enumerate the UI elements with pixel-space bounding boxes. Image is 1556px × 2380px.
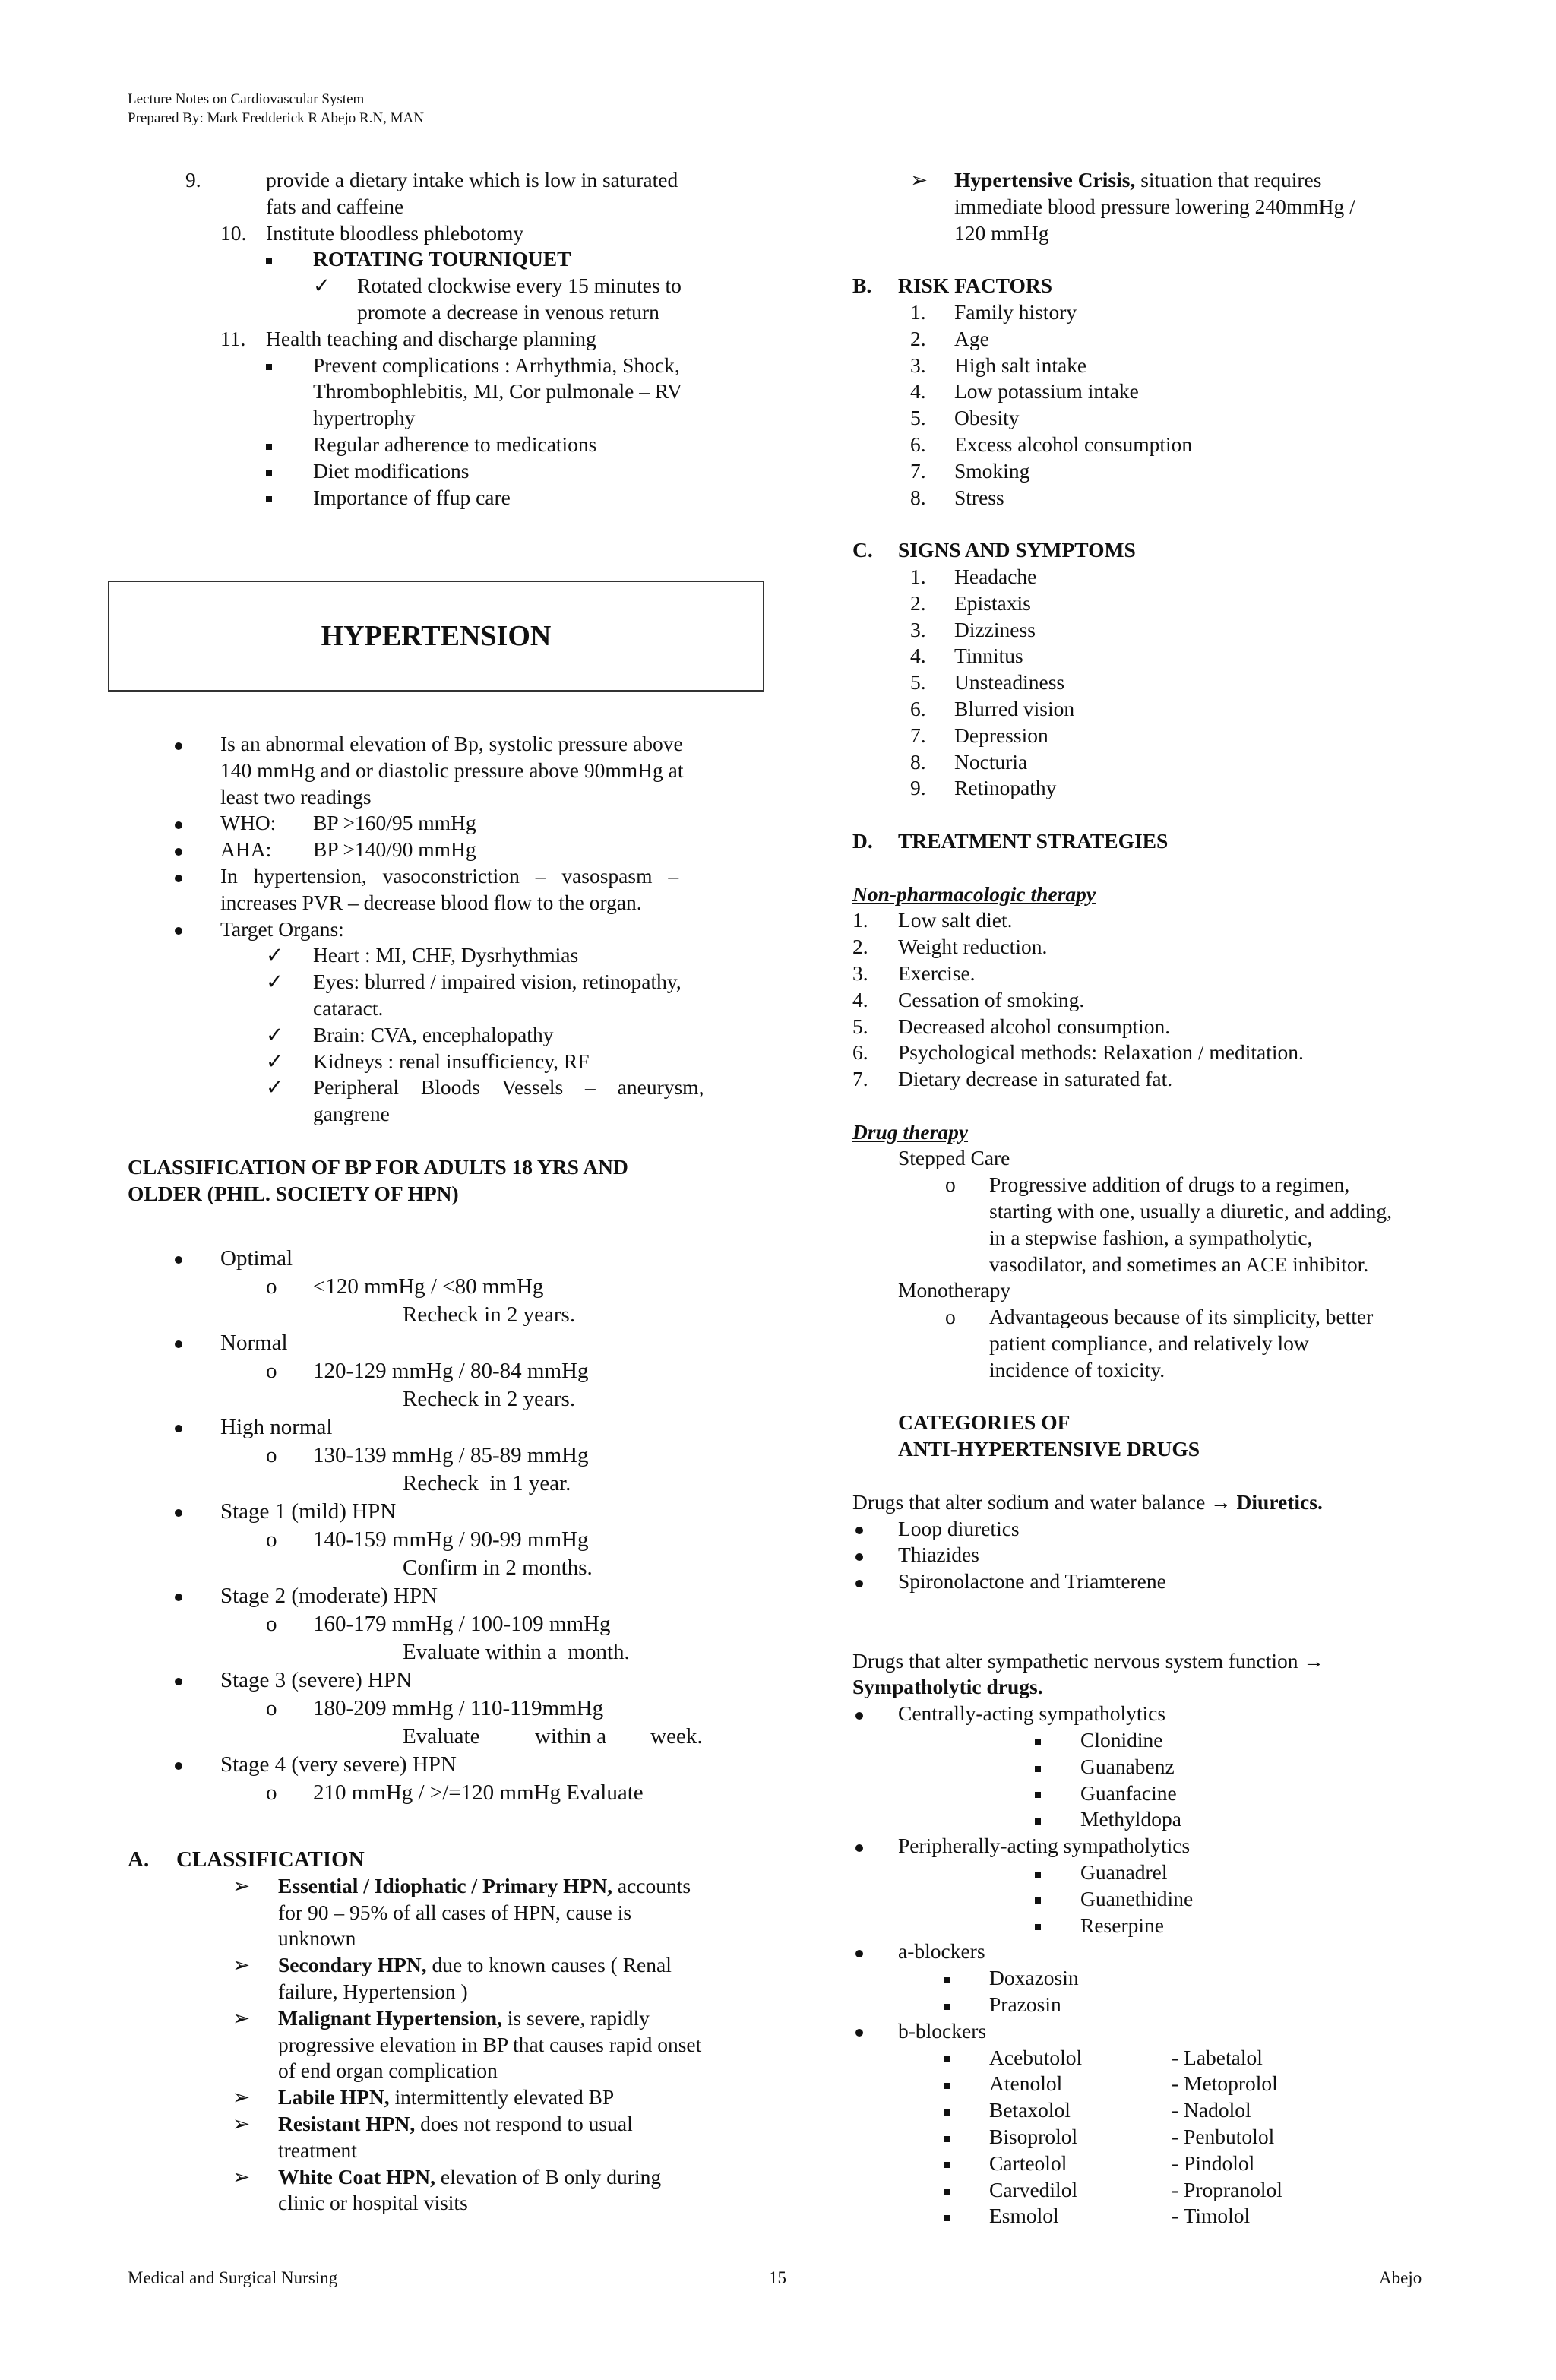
arrow-bullet-icon: ➢	[232, 1953, 251, 1977]
list-item-text: Thiazides	[898, 1543, 979, 1567]
list-item-text: Stress	[954, 485, 1004, 509]
list-item	[852, 669, 1430, 696]
list-item	[852, 2018, 1430, 2045]
list-number: 4.	[852, 987, 868, 1011]
risk-heading: B. RISK FACTORS	[852, 274, 1052, 298]
list-item-text: Guanadrel	[1080, 1860, 1168, 1884]
list-number: 6.	[852, 1040, 868, 1065]
square-bullet-icon	[266, 353, 272, 379]
list-number: 7.	[910, 723, 926, 747]
running-header	[128, 90, 424, 128]
list-item	[852, 987, 1430, 1014]
square-bullet-icon	[1035, 1806, 1041, 1833]
bullet-icon	[175, 810, 182, 837]
list-item: 11. Health teaching and discharge planning	[220, 326, 596, 350]
list-item-text: Stage 1 (mild) HPN	[220, 1499, 397, 1524]
list-item	[852, 1780, 1430, 1807]
list-item	[852, 432, 1430, 458]
list-item	[852, 485, 1430, 511]
square-bullet-icon	[944, 2071, 950, 2097]
bullet-icon	[855, 1938, 863, 1965]
checkmark-icon: ✓	[313, 274, 331, 298]
bp-class-list	[128, 1245, 751, 1807]
list-item	[852, 1965, 1430, 1992]
arrow-bullet-icon: ➢	[232, 2164, 251, 2189]
list-item-text: 160-179 mmHg / 100-109 mmHg	[313, 1612, 611, 1636]
circle-bullet-icon: o	[266, 1696, 277, 1720]
list-item: In hypertension, vasoconstriction – vasospasm –	[128, 863, 751, 890]
section-heading: A. CLASSIFICATION	[128, 1847, 365, 1872]
bullet-icon	[855, 1568, 863, 1595]
list-item-text: Family history	[954, 299, 1077, 324]
list-item-action: Recheck in 1 year.	[403, 1471, 571, 1495]
list-item	[128, 1357, 751, 1385]
list-item	[852, 1833, 1430, 1859]
square-bullet-icon	[944, 2097, 950, 2124]
list-item	[852, 1516, 1430, 1543]
stepped-care-label: Stepped Care	[898, 1146, 1010, 1170]
list-item-text: - Nadolol	[1172, 2098, 1251, 2122]
list-item-action: Recheck in 2 years.	[403, 1302, 576, 1327]
list-item	[852, 353, 1430, 379]
list-item	[852, 643, 1430, 669]
bullet-icon	[175, 1751, 182, 1779]
list-item-text: Esmolol	[989, 2204, 1059, 2228]
bullet-icon	[175, 863, 182, 890]
bullet-icon	[175, 916, 182, 943]
list-item-text: - Labetalol	[1172, 2045, 1263, 2069]
list-item: Target Organs:	[128, 916, 751, 943]
nonpharm-heading: Non-pharmacologic therapy	[852, 881, 1096, 906]
circle-bullet-icon: o	[266, 1274, 277, 1299]
circle-bullet-icon: o	[945, 1305, 956, 1329]
list-item	[852, 378, 1430, 405]
bullet-icon	[855, 2018, 863, 2045]
list-item-text: Guanfacine	[1080, 1780, 1177, 1805]
bullet-icon	[855, 1833, 863, 1859]
right-column: ➢ Hypertensive Crisis, situation that requires immediate blood pressure lowering 240mmHg / 120 mmHg B. RISK FACTORS 1. Family history 2. Age 3. High salt intake 4. Low potassium intake 5. Obesity 6. Excess alcohol consumption 7. Smoking 8. Stress C. SIGNS AND SYMPTOMS 1. Headache 2. Epistaxis 3. Dizziness 4. Tinnitus 5. Unsteadiness 6. Blurred vision 7. Depression 8. Nocturia 9. Retinopathy D. TREATMENT STRATEGIES Non-pharmacologic therapy 1. Low salt diet. 2. Weight reduction. 3. Exercise. 4. Cessation of smoking. 5. Decreased alcohol consumption. 6. Psychological methods: Relaxation / meditation. 7. Dietary decrease in saturated fat. Drug therapy Stepped Care o Progressive addition of drugs to a regimen, starting with one, usually a diuretic, and adding, in a stepwise fashion, a sympatholytic, vasodilator, and sometimes an ACE inhibitor. Monotherapy o Advantageous because of its simplicity, better patient compliance, and relatively low incidence of toxicity. CATEGORIES OF ANTI-HYPERTENSIVE DRUGS Drugs that alter sodium and water balance → Diuretics. Loop diuretics Thiazides Spironolactone and Triamterene Drugs that alter sympathetic nervous system function → Sympatholytic drugs. Centrally-acting sympatholytics Clonidine Guanabenz Guanfacine Methyldopa Peripherally-acting sympatholytics Guanadrel Guanethidine Reserpine a-blockers Doxazosin Prazosin b-blockers Acebutolol - Labetalol Atenolol - Metoprolol Betaxolol - Nadolol Bisoprolol - Penbutolol Carteolol - Pindolol Carvedilol - Propranolol Esmolol - Timolol	[852, 167, 1430, 2230]
list-item	[852, 1992, 1430, 2018]
list-item: o Progressive addition of drugs to a regimen,	[852, 1172, 1430, 1198]
list-item-text: Psychological methods: Relaxation / meditation.	[898, 1040, 1304, 1065]
list-item-text: Optimal	[220, 1246, 293, 1271]
list-item	[852, 2151, 1430, 2177]
sympatholytic-intro: Drugs that alter sympathetic nervous system function →	[852, 1648, 1324, 1673]
signs-heading: C. SIGNS AND SYMPTOMS	[852, 538, 1136, 562]
list-item	[852, 564, 1430, 590]
square-bullet-icon	[1035, 1780, 1041, 1807]
list-item	[128, 1413, 751, 1442]
list-item	[852, 1886, 1430, 1913]
square-bullet-icon	[266, 432, 272, 458]
list-item: ✓ Peripheral Bloods Vessels – aneurysm,	[128, 1074, 751, 1101]
list-item	[852, 934, 1430, 961]
arrow-right-icon: →	[1210, 1489, 1232, 1514]
list-item	[852, 696, 1430, 723]
list-item	[852, 2124, 1430, 2151]
bullet-icon	[175, 731, 182, 758]
list-item-text: a-blockers	[898, 1939, 985, 1964]
list-item	[852, 1568, 1430, 1595]
list-number: 3.	[910, 353, 926, 377]
list-item	[128, 1442, 751, 1470]
footer-left: Medical and Surgical Nursing	[128, 2268, 338, 2287]
list-item	[128, 1779, 751, 1807]
square-bullet-icon	[266, 458, 272, 485]
monotherapy-label: Monotherapy	[898, 1278, 1011, 1302]
square-bullet-icon	[944, 2151, 950, 2177]
list-item: AHA: BP >140/90 mmHg	[128, 837, 751, 863]
bullet-icon	[175, 837, 182, 863]
list-number: 5.	[910, 406, 926, 430]
list-item	[852, 775, 1430, 802]
list-item-text: Centrally-acting sympatholytics	[898, 1701, 1166, 1726]
list-item: ➢ Resistant HPN, does not respond to usual	[128, 2111, 751, 2138]
list-item	[852, 749, 1430, 776]
list-item: ✓ Brain: CVA, encephalopathy	[128, 1022, 751, 1049]
list-item-text: Doxazosin	[989, 1966, 1079, 1990]
list-number: 1.	[910, 564, 926, 588]
list-item: ✓ Heart : MI, CHF, Dysrhythmias	[128, 942, 751, 969]
list-item: Diet modifications	[128, 458, 751, 485]
list-item: Is an abnormal elevation of Bp, systolic pressure above	[128, 731, 751, 758]
list-item-text: High normal	[220, 1415, 333, 1439]
list-number: 7.	[852, 1067, 868, 1091]
classification-section: A. CLASSIFICATION ➢ Essential / Idiophatic / Primary HPN, accounts for 90 – 95% of all cases of HPN, cause is unknown ➢ Secondary HPN, due to known causes ( Renal failure, Hypertension ) ➢ Malignant Hypertension, is severe, rapidly progressive elevation in BP that causes rapid onset of end organ complication ➢ Labile HPN, intermittently elevated BP ➢ Resistant HPN, does not respond to usual treatment ➢ White Coat HPN, elevation of B only during clinic or hospital visits	[128, 1847, 751, 2217]
circle-bullet-icon: o	[266, 1443, 277, 1467]
list-number: 1.	[852, 908, 868, 932]
list-item-text: Obesity	[954, 406, 1020, 430]
footer-right: Abejo	[1379, 2268, 1422, 2287]
list-item-text: Guanabenz	[1080, 1754, 1175, 1778]
bullet-icon	[175, 1329, 182, 1357]
list-item-text: Spironolactone and Triamterene	[898, 1569, 1166, 1594]
list-number: 3.	[910, 617, 926, 641]
list-number: 4.	[910, 379, 926, 404]
list-item	[852, 1542, 1430, 1568]
list-item	[128, 1273, 751, 1301]
list-item-text: 130-139 mmHg / 85-89 mmHg	[313, 1443, 589, 1467]
list-item-text: b-blockers	[898, 2018, 987, 2043]
diuretics-intro: Drugs that alter sodium and water balance → Diuretics.	[852, 1489, 1323, 1514]
list-item	[852, 2071, 1430, 2097]
square-bullet-icon	[266, 485, 272, 511]
list-item-text: Low potassium intake	[954, 379, 1139, 404]
list-number: 6.	[910, 696, 926, 720]
list-number: 2.	[910, 326, 926, 350]
list-item-text: Betaxolol	[989, 2098, 1071, 2122]
list-item-text: Methyldopa	[1080, 1807, 1181, 1831]
list-item	[852, 1754, 1430, 1780]
list-item-text: Epistaxis	[954, 590, 1031, 615]
list-item-text: Peripherally-acting sympatholytics	[898, 1834, 1191, 1858]
list-item	[852, 1701, 1430, 1727]
header-line-2: Prepared By: Mark Fredderick R Abejo R.N, MAN	[128, 110, 424, 126]
title-box	[108, 581, 764, 692]
list-item: ✓ Eyes: blurred / impaired vision, retinopathy,	[128, 969, 751, 995]
list-number: 8.	[910, 485, 926, 509]
list-item-text: Stage 4 (very severe) HPN	[220, 1752, 457, 1777]
list-item-text: Acebutolol	[989, 2045, 1083, 2069]
square-bullet-icon	[944, 2045, 950, 2071]
list-item-text: 210 mmHg / >/=120 mmHg Evaluate	[313, 1780, 644, 1805]
square-bullet-icon	[1035, 1859, 1041, 1886]
list-item	[852, 907, 1430, 934]
list-item-text: Loop diuretics	[898, 1516, 1020, 1540]
page-title: HYPERTENSION	[321, 620, 552, 652]
list-item	[852, 458, 1430, 485]
square-bullet-icon	[1035, 1754, 1041, 1780]
list-item-text: Low salt diet.	[898, 908, 1013, 932]
list-item	[852, 1938, 1430, 1965]
arrow-bullet-icon: ➢	[232, 1873, 251, 1897]
list-item-text: 120-129 mmHg / 80-84 mmHg	[313, 1359, 589, 1383]
list-item-text: High salt intake	[954, 353, 1087, 377]
list-item	[128, 1610, 751, 1638]
list-item-text: Atenolol	[989, 2071, 1063, 2096]
list-item-text: Smoking	[954, 458, 1030, 483]
list-item-text: Nocturia	[954, 749, 1028, 774]
list-item-text: Blurred vision	[954, 696, 1075, 720]
checkmark-icon: ✓	[266, 943, 284, 967]
list-item-text: Normal	[220, 1331, 288, 1355]
arrow-right-icon: →	[1303, 1648, 1324, 1673]
arrow-bullet-icon: ➢	[232, 2005, 251, 2030]
bullet-icon	[855, 1516, 863, 1543]
checkmark-icon: ✓	[266, 1049, 284, 1073]
bullet-icon	[175, 1498, 182, 1526]
list-item: 10. Institute bloodless phlebotomy	[220, 220, 524, 245]
list-item-text: Carteolol	[989, 2151, 1067, 2175]
list-item: ✓ Rotated clockwise every 15 minutes to	[128, 273, 751, 299]
list-item-text: - Timolol	[1172, 2204, 1251, 2228]
list-item: WHO: BP >160/95 mmHg	[128, 810, 751, 837]
bp-class-heading-2: OLDER (PHIL. SOCIETY OF HPN)	[128, 1181, 459, 1205]
list-item-text: Unsteadiness	[954, 670, 1065, 695]
list-item	[852, 1066, 1430, 1093]
square-bullet-icon	[1035, 1886, 1041, 1913]
list-number: 2.	[910, 590, 926, 615]
square-bullet-icon	[266, 246, 272, 273]
list-number: 8.	[910, 749, 926, 774]
list-item	[128, 1751, 751, 1779]
list-item-text: Cessation of smoking.	[898, 987, 1085, 1011]
list-number: 1.	[910, 299, 926, 324]
list-item-text: Headache	[954, 564, 1037, 588]
square-bullet-icon	[944, 2177, 950, 2204]
list-item: ➢ Hypertensive Crisis, situation that requires	[852, 167, 1430, 194]
list-item	[852, 1727, 1430, 1754]
list-item	[128, 1329, 751, 1357]
list-item: ✓ Kidneys : renal insufficiency, RF	[128, 1049, 751, 1075]
list-item-action: Evaluate within a week.	[403, 1724, 703, 1749]
list-item-text: Exercise.	[898, 961, 976, 985]
list-item	[128, 1526, 751, 1554]
list-item-text: <120 mmHg / <80 mmHg	[313, 1274, 544, 1299]
list-item	[852, 2045, 1430, 2071]
list-item-text: Guanethidine	[1080, 1886, 1194, 1910]
list-item-text: - Pindolol	[1172, 2151, 1255, 2175]
list-item-text: Age	[954, 326, 989, 350]
bullet-icon	[175, 1582, 182, 1610]
list-item	[852, 1040, 1430, 1066]
list-item-text: 180-209 mmHg / 110-119mmHg	[313, 1696, 604, 1720]
list-item	[852, 1913, 1430, 1939]
list-item-text: Prazosin	[989, 1992, 1061, 2016]
list-number: 5.	[910, 670, 926, 695]
list-item	[852, 723, 1430, 749]
list-number: 2.	[852, 935, 868, 959]
list-item-text: 140-159 mmHg / 90-99 mmHg	[313, 1527, 589, 1552]
categories-heading: CATEGORIES OF	[898, 1410, 1071, 1435]
list-item: 9. provide a dietary intake which is low in saturated	[128, 167, 751, 194]
list-item-text: Reserpine	[1080, 1913, 1164, 1937]
list-item	[852, 1014, 1430, 1040]
list-item: ROTATING TOURNIQUET	[128, 246, 751, 273]
list-number: 5.	[852, 1014, 868, 1038]
circle-bullet-icon: o	[266, 1359, 277, 1383]
list-number: 4.	[910, 644, 926, 668]
list-item: ➢ Essential / Idiophatic / Primary HPN, accounts	[128, 1873, 751, 1900]
square-bullet-icon	[944, 1992, 950, 2018]
list-item	[128, 1498, 751, 1526]
list-item-text: provide a dietary intake which is low in saturated	[266, 168, 678, 191]
bp-class-heading: CLASSIFICATION OF BP FOR ADULTS 18 YRS AND	[128, 1154, 628, 1179]
bullet-icon	[855, 1701, 863, 1727]
list-item	[852, 1859, 1430, 1886]
list-item-text: Tinnitus	[954, 644, 1023, 668]
list-item	[128, 1666, 751, 1695]
arrow-bullet-icon: ➢	[232, 2085, 251, 2109]
list-item-text: Stage 3 (severe) HPN	[220, 1668, 413, 1692]
header-line-1: Lecture Notes on Cardiovascular System	[128, 91, 365, 107]
list-item: ➢ White Coat HPN, elevation of B only during	[128, 2164, 751, 2191]
list-item: ➢ Labile HPN, intermittently elevated BP	[128, 2084, 751, 2111]
circle-bullet-icon: o	[266, 1780, 277, 1805]
list-item-text: Dizziness	[954, 617, 1036, 641]
list-item	[852, 405, 1430, 432]
left-column-body: Is an abnormal elevation of Bp, systolic pressure above 140 mmHg and or diastolic pressure above 90mmHg at least two readings WHO: BP >160/95 mmHg AHA: BP >140/90 mmHg In hypertension, vasoconstriction – vasospasm – increases PVR – decrease blood flow to the organ. Target Organs: ✓ Heart : MI, CHF, Dysrhythmias ✓ Eyes: blurred / impaired vision, retinopathy, cataract. ✓ Brain: CVA, encephalopathy ✓ Kidneys : renal insufficiency, RF ✓ Peripheral Bloods Vessels – aneurysm, gangrene CLASSIFICATION OF BP FOR ADULTS 18 YRS AND OLDER (PHIL. SOCIETY OF HPN)	[128, 731, 751, 1207]
list-item-text: - Penbutolol	[1172, 2124, 1275, 2148]
list-item	[852, 590, 1430, 617]
circle-bullet-icon: o	[266, 1612, 277, 1636]
circle-bullet-icon: o	[266, 1527, 277, 1552]
list-item: ➢ Secondary HPN, due to known causes ( Renal	[128, 1952, 751, 1979]
square-bullet-icon	[1035, 1913, 1041, 1939]
bullet-icon	[855, 1542, 863, 1568]
page-number: 15	[769, 2268, 786, 2287]
treatment-heading: D. TREATMENT STRATEGIES	[852, 828, 1169, 853]
list-number: 6.	[910, 432, 926, 456]
list-number: 9.	[910, 776, 926, 800]
list-item-text: - Metoprolol	[1172, 2071, 1278, 2096]
list-item: ➢ Malignant Hypertension, is severe, rapidly	[128, 2005, 751, 2032]
list-item	[128, 1695, 751, 1723]
list-item-text: Retinopathy	[954, 776, 1057, 800]
list-item-text: Stage 2 (moderate) HPN	[220, 1584, 438, 1608]
list-item-text: - Propranolol	[1172, 2177, 1282, 2201]
list-item	[852, 2097, 1430, 2124]
list-item	[852, 617, 1430, 644]
list-number: 7.	[910, 458, 926, 483]
list-item	[852, 299, 1430, 326]
list-item-text: Dietary decrease in saturated fat.	[898, 1067, 1173, 1091]
arrow-bullet-icon: ➢	[910, 168, 928, 191]
list-item: Importance of ffup care	[128, 485, 751, 511]
list-item-text: Carvedilol	[989, 2177, 1078, 2201]
list-item	[128, 1582, 751, 1610]
bullet-icon	[175, 1666, 182, 1695]
bullet-icon	[175, 1413, 182, 1442]
list-item-text: Weight reduction.	[898, 935, 1048, 959]
categories-heading-2: ANTI-HYPERTENSIVE DRUGS	[898, 1437, 1200, 1461]
list-item	[852, 2203, 1430, 2230]
list-item-text: Excess alcohol consumption	[954, 432, 1193, 456]
list-item	[128, 1245, 751, 1273]
left-column-top: 9. provide a dietary intake which is low in saturated fats and caffeine 10. Institute bloodless phlebotomy ROTATING TOURNIQUET ✓ Rotated clockwise every 15 minutes to promote a decrease in venous return 11. Health teaching and discharge planning Prevent complications : Arrhythmia, Shock, Thrombophlebitis, MI, Cor pulmonale – RV hypertrophy Regular adherence to medications Diet modifications Importance of ffup care	[128, 167, 751, 511]
arrow-bullet-icon: ➢	[232, 2111, 251, 2135]
list-item: Regular adherence to medications	[128, 432, 751, 458]
list-item-action: Confirm in 2 months.	[403, 1556, 593, 1580]
list-number: 3.	[852, 961, 868, 985]
list-item: Prevent complications : Arrhythmia, Shock,	[128, 353, 751, 379]
checkmark-icon: ✓	[266, 1022, 284, 1046]
list-item-text: Depression	[954, 723, 1048, 747]
list-item-action: Recheck in 2 years.	[403, 1387, 576, 1411]
circle-bullet-icon: o	[945, 1173, 956, 1197]
list-item-text: Decreased alcohol consumption.	[898, 1014, 1171, 1038]
list-item-text: Clonidine	[1080, 1728, 1163, 1752]
square-bullet-icon	[944, 2124, 950, 2151]
list-item	[852, 961, 1430, 987]
bullet-icon	[175, 1245, 182, 1273]
list-item	[852, 2177, 1430, 2204]
drug-therapy-heading: Drug therapy	[852, 1119, 969, 1144]
square-bullet-icon	[944, 1965, 950, 1992]
checkmark-icon: ✓	[266, 970, 284, 994]
list-item: o Advantageous because of its simplicity, better	[852, 1304, 1430, 1331]
list-item	[852, 1806, 1430, 1833]
checkmark-icon: ✓	[266, 1075, 284, 1100]
list-item-text: Bisoprolol	[989, 2124, 1078, 2148]
square-bullet-icon	[1035, 1727, 1041, 1754]
list-item-action: Evaluate within a month.	[403, 1640, 630, 1664]
list-item	[852, 326, 1430, 353]
square-bullet-icon	[944, 2203, 950, 2230]
